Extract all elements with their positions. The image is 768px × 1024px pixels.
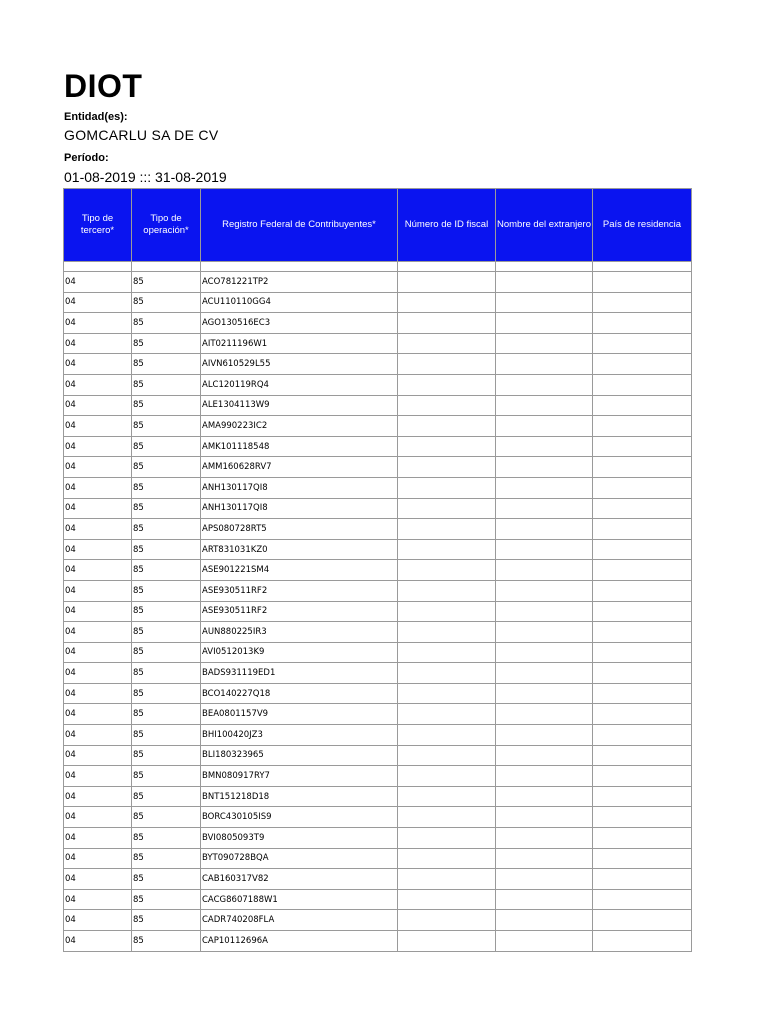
cell-tipo-operacion: 85 xyxy=(132,539,201,560)
cell-pais-residencia xyxy=(593,580,692,601)
cell-rfc: BORC430105IS9 xyxy=(201,807,398,828)
periodo-value: 01-08-2019 ::: 31-08-2019 xyxy=(64,169,227,185)
cell-tipo-operacion: 85 xyxy=(132,869,201,890)
cell-id-fiscal xyxy=(398,663,496,684)
header-row xyxy=(64,189,692,262)
table-row xyxy=(64,477,692,498)
table-row xyxy=(64,786,692,807)
cell-tipo-tercero: 04 xyxy=(64,498,132,519)
cell-pais-residencia xyxy=(593,477,692,498)
table-row xyxy=(64,704,692,725)
cell-tipo-operacion: 85 xyxy=(132,477,201,498)
table-row xyxy=(64,622,692,643)
cell-pais-residencia xyxy=(593,416,692,437)
cell-id-fiscal xyxy=(398,498,496,519)
cell-id-fiscal xyxy=(398,807,496,828)
table-row xyxy=(64,848,692,869)
cell-pais-residencia xyxy=(593,457,692,478)
table-row xyxy=(64,683,692,704)
cell-nombre-extranjero xyxy=(496,560,593,581)
table-row xyxy=(64,292,692,313)
cell-tipo-tercero: 04 xyxy=(64,416,132,437)
cell-rfc: BHI100420JZ3 xyxy=(201,725,398,746)
cell-tipo-tercero: 04 xyxy=(64,580,132,601)
cell-nombre-extranjero xyxy=(496,745,593,766)
cell-pais-residencia xyxy=(593,498,692,519)
cell-id-fiscal xyxy=(398,374,496,395)
cell-id-fiscal xyxy=(398,354,496,375)
cell-tipo-tercero: 04 xyxy=(64,601,132,622)
cell-rfc: CAP10112696A xyxy=(201,931,398,952)
entidad-value: GOMCARLU SA DE CV xyxy=(64,127,219,143)
cell-tipo-tercero: 04 xyxy=(64,374,132,395)
cell-tipo-operacion: 85 xyxy=(132,807,201,828)
cell-nombre-extranjero xyxy=(496,292,593,313)
table-row xyxy=(64,828,692,849)
table-row xyxy=(64,333,692,354)
cell-pais-residencia xyxy=(593,436,692,457)
cell-tipo-tercero: 04 xyxy=(64,519,132,540)
cell-tipo-operacion: 85 xyxy=(132,374,201,395)
cell-id-fiscal xyxy=(398,683,496,704)
cell-id-fiscal xyxy=(398,889,496,910)
cell-pais-residencia xyxy=(593,745,692,766)
cell-id-fiscal xyxy=(398,869,496,890)
cell-id-fiscal xyxy=(398,292,496,313)
cell-rfc: ANH130117QI8 xyxy=(201,477,398,498)
table-row xyxy=(64,663,692,684)
table-row xyxy=(64,560,692,581)
cell-pais-residencia xyxy=(593,313,692,334)
cell-rfc: BNT151218D18 xyxy=(201,786,398,807)
cell-pais-residencia xyxy=(593,272,692,293)
table-body xyxy=(64,262,692,952)
cell-rfc: ASE930511RF2 xyxy=(201,601,398,622)
cell-pais-residencia xyxy=(593,354,692,375)
cell-nombre-extranjero xyxy=(496,354,593,375)
header-rfc: Registro Federal de Contribuyentes* xyxy=(201,189,398,262)
cell-tipo-tercero: 04 xyxy=(64,766,132,787)
table-row xyxy=(64,313,692,334)
table-row xyxy=(64,580,692,601)
cell-rfc: ACO781221TP2 xyxy=(201,272,398,293)
cell-nombre-extranjero xyxy=(496,848,593,869)
cell-id-fiscal xyxy=(398,313,496,334)
cell-tipo-tercero: 04 xyxy=(64,560,132,581)
cell-tipo-operacion: 85 xyxy=(132,786,201,807)
cell-pais-residencia xyxy=(593,869,692,890)
cell-rfc: ALE1304113W9 xyxy=(201,395,398,416)
cell-tipo-tercero: 04 xyxy=(64,683,132,704)
cell-pais-residencia xyxy=(593,807,692,828)
cell-pais-residencia xyxy=(593,333,692,354)
table-row xyxy=(64,807,692,828)
cell-tipo-operacion: 85 xyxy=(132,663,201,684)
table-row xyxy=(64,436,692,457)
header-tipo-tercero: Tipo de tercero* xyxy=(64,189,132,262)
table-row xyxy=(64,416,692,437)
cell-nombre-extranjero xyxy=(496,828,593,849)
cell-pais-residencia xyxy=(593,725,692,746)
cell-tipo-operacion: 85 xyxy=(132,313,201,334)
cell-tipo-tercero: 04 xyxy=(64,272,132,293)
cell-tipo-operacion: 85 xyxy=(132,436,201,457)
cell-nombre-extranjero xyxy=(496,766,593,787)
cell-pais-residencia xyxy=(593,786,692,807)
cell-id-fiscal xyxy=(398,580,496,601)
cell-rfc: BADS931119ED1 xyxy=(201,663,398,684)
cell-tipo-tercero: 04 xyxy=(64,622,132,643)
cell-tipo-tercero: 04 xyxy=(64,910,132,931)
cell-tipo-tercero: 04 xyxy=(64,704,132,725)
cell-tipo-tercero: 04 xyxy=(64,477,132,498)
cell-id-fiscal xyxy=(398,560,496,581)
entidad-label: Entidad(es): xyxy=(64,111,128,123)
cell-nombre-extranjero xyxy=(496,622,593,643)
cell-tipo-operacion: 85 xyxy=(132,601,201,622)
cell-id-fiscal xyxy=(398,477,496,498)
diot-table xyxy=(63,188,692,952)
cell-nombre-extranjero xyxy=(496,663,593,684)
cell-nombre-extranjero xyxy=(496,580,593,601)
cell-tipo-tercero: 04 xyxy=(64,931,132,952)
cell-tipo-tercero: 04 xyxy=(64,848,132,869)
cell-rfc: ACU110110GG4 xyxy=(201,292,398,313)
cell-nombre-extranjero xyxy=(496,498,593,519)
cell-nombre-extranjero xyxy=(496,889,593,910)
cell-tipo-tercero: 04 xyxy=(64,457,132,478)
cell-nombre-extranjero xyxy=(496,272,593,293)
cell-nombre-extranjero xyxy=(496,519,593,540)
cell-pais-residencia xyxy=(593,519,692,540)
cell-tipo-tercero: 04 xyxy=(64,292,132,313)
cell-pais-residencia xyxy=(593,848,692,869)
cell-id-fiscal xyxy=(398,416,496,437)
cell-tipo-tercero: 04 xyxy=(64,436,132,457)
cell-id-fiscal xyxy=(398,848,496,869)
cell-tipo-tercero: 04 xyxy=(64,807,132,828)
cell-tipo-operacion: 85 xyxy=(132,560,201,581)
cell-tipo-operacion: 85 xyxy=(132,457,201,478)
cell-nombre-extranjero xyxy=(496,416,593,437)
cell-tipo-operacion: 85 xyxy=(132,333,201,354)
table-row xyxy=(64,642,692,663)
cell-pais-residencia xyxy=(593,374,692,395)
cell-tipo-tercero: 04 xyxy=(64,642,132,663)
cell-nombre-extranjero xyxy=(496,725,593,746)
cell-pais-residencia xyxy=(593,910,692,931)
cell-pais-residencia xyxy=(593,539,692,560)
cell-tipo-tercero: 04 xyxy=(64,395,132,416)
cell-tipo-operacion: 85 xyxy=(132,704,201,725)
table-row xyxy=(64,539,692,560)
cell-nombre-extranjero xyxy=(496,910,593,931)
cell-pais-residencia xyxy=(593,683,692,704)
cell-nombre-extranjero xyxy=(496,807,593,828)
cell-nombre-extranjero xyxy=(496,395,593,416)
cell-rfc: CACG8607188W1 xyxy=(201,889,398,910)
cell-id-fiscal xyxy=(398,272,496,293)
table-cell xyxy=(64,262,132,272)
cell-pais-residencia xyxy=(593,622,692,643)
cell-tipo-operacion: 85 xyxy=(132,725,201,746)
table-row xyxy=(64,766,692,787)
cell-id-fiscal xyxy=(398,622,496,643)
cell-rfc: CADR740208FLA xyxy=(201,910,398,931)
cell-pais-residencia xyxy=(593,704,692,725)
cell-tipo-operacion: 85 xyxy=(132,745,201,766)
cell-nombre-extranjero xyxy=(496,539,593,560)
cell-pais-residencia xyxy=(593,395,692,416)
cell-tipo-operacion: 85 xyxy=(132,272,201,293)
table-row xyxy=(64,457,692,478)
cell-pais-residencia xyxy=(593,931,692,952)
cell-rfc: ART831031KZ0 xyxy=(201,539,398,560)
table-row xyxy=(64,354,692,375)
cell-nombre-extranjero xyxy=(496,786,593,807)
cell-nombre-extranjero xyxy=(496,436,593,457)
header-pais-residencia: País de residencia xyxy=(593,189,692,262)
table-row xyxy=(64,498,692,519)
table-cell xyxy=(593,262,692,272)
cell-rfc: BCO140227Q18 xyxy=(201,683,398,704)
cell-tipo-operacion: 85 xyxy=(132,519,201,540)
cell-tipo-tercero: 04 xyxy=(64,745,132,766)
cell-id-fiscal xyxy=(398,704,496,725)
cell-tipo-operacion: 85 xyxy=(132,622,201,643)
cell-pais-residencia xyxy=(593,828,692,849)
cell-rfc: ANH130117QI8 xyxy=(201,498,398,519)
cell-rfc: BVI0805093T9 xyxy=(201,828,398,849)
cell-id-fiscal xyxy=(398,766,496,787)
cell-id-fiscal xyxy=(398,786,496,807)
cell-id-fiscal xyxy=(398,457,496,478)
cell-pais-residencia xyxy=(593,766,692,787)
table-row xyxy=(64,869,692,890)
cell-tipo-operacion: 85 xyxy=(132,642,201,663)
cell-id-fiscal xyxy=(398,519,496,540)
cell-rfc: CAB160317V82 xyxy=(201,869,398,890)
cell-nombre-extranjero xyxy=(496,457,593,478)
header-id-fiscal: Número de ID fiscal xyxy=(398,189,496,262)
table-cell xyxy=(496,262,593,272)
cell-rfc: AGO130516EC3 xyxy=(201,313,398,334)
table-header xyxy=(64,189,692,262)
cell-tipo-operacion: 85 xyxy=(132,683,201,704)
table-row xyxy=(64,374,692,395)
table-cell xyxy=(132,262,201,272)
cell-tipo-tercero: 04 xyxy=(64,889,132,910)
cell-id-fiscal xyxy=(398,436,496,457)
cell-tipo-operacion: 85 xyxy=(132,292,201,313)
cell-pais-residencia xyxy=(593,642,692,663)
cell-tipo-tercero: 04 xyxy=(64,333,132,354)
cell-tipo-operacion: 85 xyxy=(132,498,201,519)
cell-nombre-extranjero xyxy=(496,683,593,704)
cell-rfc: AIVN610529L55 xyxy=(201,354,398,375)
cell-tipo-operacion: 85 xyxy=(132,580,201,601)
cell-tipo-tercero: 04 xyxy=(64,539,132,560)
periodo-label: Período: xyxy=(64,152,109,164)
cell-id-fiscal xyxy=(398,642,496,663)
cell-nombre-extranjero xyxy=(496,477,593,498)
cell-pais-residencia xyxy=(593,663,692,684)
cell-id-fiscal xyxy=(398,910,496,931)
cell-tipo-operacion: 85 xyxy=(132,354,201,375)
cell-id-fiscal xyxy=(398,395,496,416)
cell-tipo-tercero: 04 xyxy=(64,786,132,807)
table-row xyxy=(64,395,692,416)
cell-rfc: ASE930511RF2 xyxy=(201,580,398,601)
header-tipo-operacion: Tipo de operación* xyxy=(132,189,201,262)
cell-rfc: AMM160628RV7 xyxy=(201,457,398,478)
cell-tipo-operacion: 85 xyxy=(132,931,201,952)
cell-tipo-tercero: 04 xyxy=(64,828,132,849)
cell-id-fiscal xyxy=(398,333,496,354)
cell-rfc: APS080728RT5 xyxy=(201,519,398,540)
cell-tipo-operacion: 85 xyxy=(132,766,201,787)
cell-id-fiscal xyxy=(398,601,496,622)
document-title: DIOT xyxy=(64,68,143,104)
cell-nombre-extranjero xyxy=(496,374,593,395)
table-row xyxy=(64,725,692,746)
cell-id-fiscal xyxy=(398,828,496,849)
cell-rfc: BMN080917RY7 xyxy=(201,766,398,787)
table-row xyxy=(64,910,692,931)
cell-tipo-operacion: 85 xyxy=(132,910,201,931)
table-row xyxy=(64,889,692,910)
cell-tipo-tercero: 04 xyxy=(64,354,132,375)
cell-pais-residencia xyxy=(593,601,692,622)
cell-pais-residencia xyxy=(593,889,692,910)
cell-rfc: ASE901221SM4 xyxy=(201,560,398,581)
cell-tipo-operacion: 85 xyxy=(132,848,201,869)
cell-nombre-extranjero xyxy=(496,704,593,725)
cell-tipo-tercero: 04 xyxy=(64,313,132,334)
cell-rfc: AMA990223IC2 xyxy=(201,416,398,437)
cell-tipo-tercero: 04 xyxy=(64,725,132,746)
cell-tipo-tercero: 04 xyxy=(64,663,132,684)
cell-rfc: BYT090728BQA xyxy=(201,848,398,869)
table-cell xyxy=(398,262,496,272)
cell-rfc: AUN880225IR3 xyxy=(201,622,398,643)
cell-tipo-operacion: 85 xyxy=(132,395,201,416)
cell-pais-residencia xyxy=(593,560,692,581)
cell-id-fiscal xyxy=(398,745,496,766)
cell-tipo-operacion: 85 xyxy=(132,828,201,849)
cell-id-fiscal xyxy=(398,725,496,746)
cell-nombre-extranjero xyxy=(496,931,593,952)
cell-rfc: BEA0801157V9 xyxy=(201,704,398,725)
cell-tipo-tercero: 04 xyxy=(64,869,132,890)
cell-nombre-extranjero xyxy=(496,333,593,354)
spacer-row xyxy=(64,262,692,272)
cell-rfc: ALC120119RQ4 xyxy=(201,374,398,395)
cell-nombre-extranjero xyxy=(496,642,593,663)
cell-rfc: AIT0211196W1 xyxy=(201,333,398,354)
table-cell xyxy=(201,262,398,272)
table-row xyxy=(64,272,692,293)
table-row xyxy=(64,519,692,540)
cell-id-fiscal xyxy=(398,931,496,952)
header-nombre-extranjero: Nombre del extranjero xyxy=(496,189,593,262)
cell-nombre-extranjero xyxy=(496,869,593,890)
table-row xyxy=(64,931,692,952)
cell-id-fiscal xyxy=(398,539,496,560)
cell-nombre-extranjero xyxy=(496,313,593,334)
cell-tipo-operacion: 85 xyxy=(132,889,201,910)
cell-pais-residencia xyxy=(593,292,692,313)
table-row xyxy=(64,601,692,622)
table-row xyxy=(64,745,692,766)
cell-nombre-extranjero xyxy=(496,601,593,622)
cell-rfc: AVI0512013K9 xyxy=(201,642,398,663)
cell-rfc: AMK101118548 xyxy=(201,436,398,457)
cell-tipo-operacion: 85 xyxy=(132,416,201,437)
cell-rfc: BLI180323965 xyxy=(201,745,398,766)
